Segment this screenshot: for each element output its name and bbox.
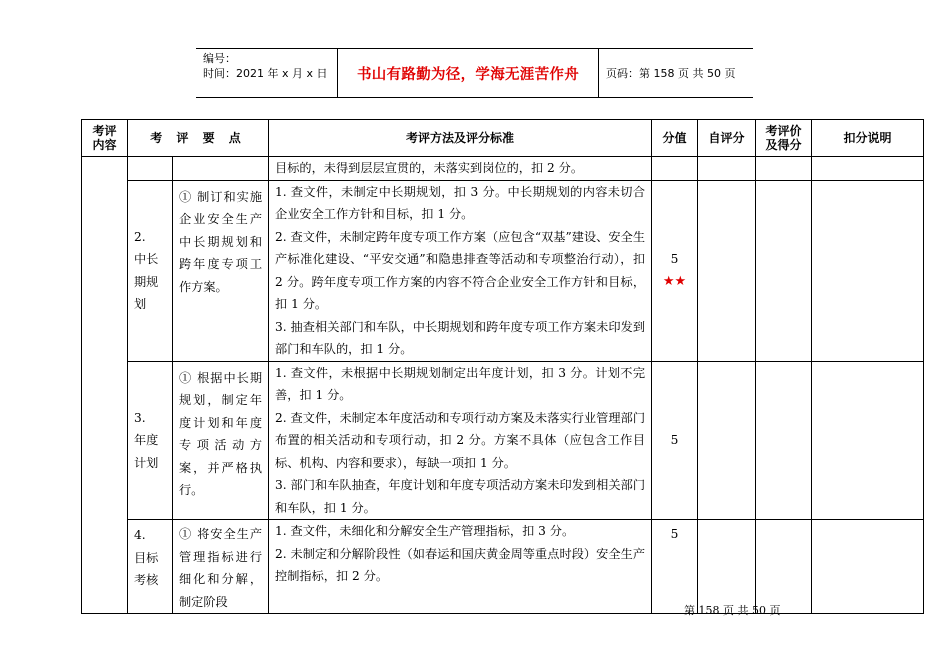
table-row [82, 157, 924, 181]
score-value: 5 [670, 252, 679, 266]
method-item: 3. 抽查相关部门和车队，中长期规划和跨年度专项工作方案未印发到部门和车队的，扣 1 分。 [275, 319, 646, 356]
header-self: 自评分 [698, 120, 756, 157]
eval-score-cell[interactable] [756, 180, 812, 361]
method-item: 1. 查文件，未制定中长期规划，扣 3 分。中长期规划的内容未切合企业安全工作方针和目标，扣 1 分。 [275, 184, 646, 221]
self-score-cell[interactable] [698, 180, 756, 361]
method-cell [269, 361, 652, 520]
self-score-cell[interactable] [698, 361, 756, 520]
section-title: 2. 中长期规划 [128, 180, 173, 361]
deduct-note-cell[interactable] [812, 361, 924, 520]
method-item: 1. 查文件，未根据中长期规划制定出年度计划，扣 3 分。计划不完善，扣 1 分。 [275, 365, 646, 402]
eval-point: ① 制订和实施企业安全生产中长期规划和跨年度专项工作方案。 [173, 180, 269, 361]
section-title: 3. 年度计划 [128, 361, 173, 520]
eval-score-cell[interactable] [756, 361, 812, 520]
eval-point: ① 将安全生产管理指标进行细化和分解，制定阶段 [173, 520, 269, 614]
table-row [82, 180, 924, 361]
page-footer: 第 158 页 共 50 页 [684, 604, 781, 617]
header-score: 分值 [652, 120, 698, 157]
evaluation-table [81, 119, 924, 614]
content-cell [82, 157, 128, 614]
method-item: 2. 查文件，未制定本年度活动和专项行动方案及未落实行业管理部门布置的相关活动和专项行动，扣 2 分。方案不具体（应包含工作目标、机构、内容和要求），每缺一项扣 1 分。 [275, 410, 646, 470]
method-cell [269, 180, 652, 361]
method-item: 2. 查文件，未制定跨年度专项工作方案（应包含“双基”建设、安全生产标准化建设、“平安交通”和隐患排查等活动和专项整治行动），扣 2 分。跨年度专项工作方案的内容不符合企业安全工作方针和目标，扣 1 分。 [275, 229, 646, 311]
time-label: 时间：2021 年 x 月 x 日 [203, 67, 328, 80]
score-cell [652, 520, 698, 614]
table-header-row [82, 120, 924, 157]
document-header [196, 48, 753, 98]
header-points: 考 评 要 点 [128, 120, 269, 157]
table-row [82, 361, 924, 520]
number-label: 编号： [203, 52, 236, 65]
deduct-note-cell[interactable] [812, 180, 924, 361]
method-item: 3. 部门和车队抽查，年度计划和年度专项活动方案未印发到相关部门和车队，扣 1 分。 [275, 478, 646, 515]
header-meta [196, 49, 338, 97]
method-item: 2. 未制定和分解阶段性（如春运和国庆黄金周等重点时段）安全生产控制指标，扣 2 分。 [275, 546, 646, 583]
deduct-note-cell[interactable] [812, 520, 924, 614]
section-title: 4. 目标考核 [128, 520, 173, 614]
header-deduct: 扣分说明 [812, 120, 924, 157]
header-motto: 书山有路勤为径，学海无涯苦作舟 [338, 49, 599, 97]
header-eval: 考评价及得分 [756, 120, 812, 157]
header-page-label: 页码：第 158 页 共 50 页 [606, 67, 736, 80]
score-cell [652, 361, 698, 520]
header-content: 考评内容 [82, 120, 128, 157]
table-row [82, 520, 924, 614]
score-value: 5 [670, 527, 679, 541]
score-cell [652, 180, 698, 361]
eval-point: ① 根据中长期规划，制定年度计划和年度专项活动方案，并严格执行。 [173, 361, 269, 520]
self-score-cell[interactable] [698, 520, 756, 614]
method-cell [269, 520, 652, 614]
score-value: 5 [670, 433, 679, 447]
header-method: 考评方法及评分标准 [269, 120, 652, 157]
carry-method: 目标的，未得到层层宣贯的，未落实到岗位的，扣 2 分。 [269, 157, 652, 181]
eval-score-cell[interactable] [756, 520, 812, 614]
method-item: 1. 查文件，未细化和分解安全生产管理指标，扣 3 分。 [275, 524, 575, 538]
star-icon: ★★ [662, 273, 687, 289]
